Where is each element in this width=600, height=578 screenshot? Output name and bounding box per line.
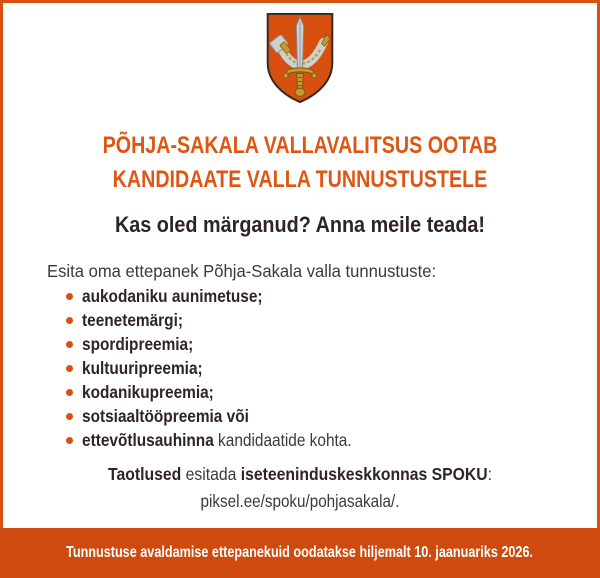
deadline-text: Tunnustuse avaldamise ettepanekuid oodatakse hiljemalt 10. jaanuariks 2026.	[66, 544, 534, 561]
list-item	[66, 407, 597, 426]
list-item-label: spordipreemia;	[82, 334, 194, 354]
application-instructions	[33, 463, 568, 486]
list-item	[66, 335, 597, 354]
list-item	[66, 311, 597, 330]
list-item	[66, 287, 597, 306]
deadline-banner	[0, 528, 600, 578]
page-title	[3, 129, 597, 197]
bullet-icon	[66, 317, 73, 324]
list-item-label: ettevõtlusauhinna	[82, 430, 214, 450]
list-item-label: aukodaniku aunimetuse;	[82, 286, 263, 306]
award-list	[3, 287, 597, 450]
title-line-1: PÕHJA-SAKALA VALLAVALITSUS OOTAB	[102, 132, 498, 159]
list-item	[66, 431, 597, 450]
intro-text-content: Esita oma ettepanek Põhja-Sakala valla tunnustuste:	[47, 261, 437, 281]
apply-sep-1: esitada	[181, 464, 241, 484]
bullet-icon	[66, 365, 73, 372]
apply-colon: :	[487, 464, 492, 484]
list-item-rest: kandidaatide kohta.	[213, 430, 352, 450]
list-item	[66, 359, 597, 378]
bullet-icon	[66, 293, 73, 300]
list-item-label: teenetemärgi;	[82, 310, 183, 330]
bullet-icon	[66, 413, 73, 420]
guard-curl-left-shape	[283, 73, 288, 78]
intro-text	[3, 260, 597, 282]
apply-bold-2: iseteeninduskeskkonnas SPOKU	[240, 464, 488, 484]
title-line-2: KANDIDAATE VALLA TUNNUSTUSTELE	[112, 166, 488, 193]
bullet-icon	[66, 437, 73, 444]
list-item-label: kultuuripreemia;	[82, 358, 203, 378]
bullet-icon	[66, 389, 73, 396]
list-item-label: sotsiaaltööpreemia või	[82, 406, 249, 426]
bullet-icon	[66, 341, 73, 348]
apply-bold-1: Taotlused	[107, 464, 182, 484]
list-item	[66, 383, 597, 402]
application-url: piksel.ee/spoku/pohjasakala/.	[200, 491, 400, 511]
list-item-label: kodanikupreemia;	[82, 382, 214, 402]
sword-grip-shape	[297, 74, 304, 89]
guard-curl-right-shape	[312, 73, 317, 78]
subtitle: Kas oled märganud? Anna meile teada!	[114, 212, 486, 237]
coat-of-arms-icon	[262, 12, 338, 104]
sword-pommel-shape	[295, 88, 305, 96]
